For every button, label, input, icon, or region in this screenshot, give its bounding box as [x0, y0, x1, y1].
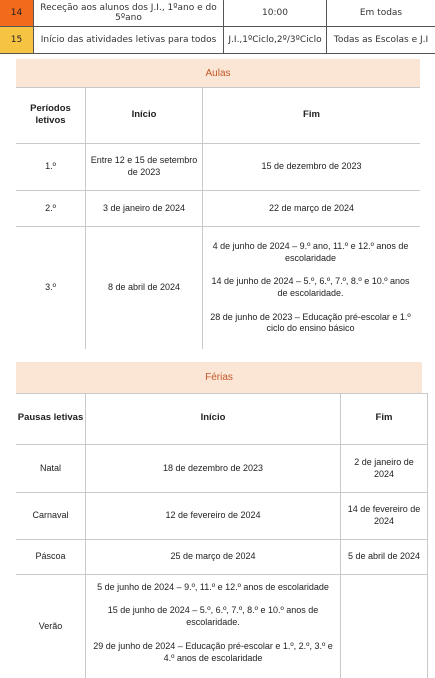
- header-fim: Fim: [375, 412, 393, 424]
- schedule-description: Receção aos alunos dos J.I., 1ºano e do 5ºano: [34, 0, 224, 27]
- end-cell: [341, 575, 427, 678]
- schedule-time: 10:00: [224, 0, 327, 27]
- header-periodos: Períodos letivos: [30, 102, 71, 126]
- end-line: 14 de junho de 2024 – 5.º, 6.º, 7.º, 8.º e 10.º anos de escolaridade.: [211, 276, 410, 298]
- end-line: 4 de junho de 2024 – 9.º ano, 11.º e 12.º anos de escolaridade: [212, 240, 409, 263]
- pause-cell: Verão: [38, 620, 63, 631]
- schedule-time: J.I.,1ºCiclo,2º/3ºCiclo: [224, 27, 327, 54]
- ferias-table: [16, 362, 428, 678]
- end-line: 28 de junho de 2023 – Educação pré-escolar e 1.º ciclo do ensino básico: [210, 311, 411, 334]
- end-cell: 14 de fevereiro de 2024: [347, 504, 421, 526]
- period-cell: 1.º: [45, 161, 56, 172]
- ferias-title: Férias: [16, 362, 422, 393]
- header-pausas: Pausas letivas: [17, 412, 84, 424]
- aulas-title: Aulas: [16, 59, 420, 87]
- period-cell: 3.º: [45, 282, 56, 293]
- start-cell: Entre 12 e 15 de setembro de 2023: [90, 155, 198, 177]
- schedule-day: 14: [0, 0, 34, 27]
- end-cell: [208, 227, 413, 349]
- schedule-where: Todas as Escolas e J.I: [327, 27, 435, 54]
- start-line: 15 de junho de 2024 – 5.º, 6.º, 7.º, 8.º e 10.º anos de escolaridade.: [107, 605, 319, 628]
- pause-cell: Natal: [39, 462, 61, 473]
- start-cell: [92, 568, 334, 678]
- period-cell: 2.º: [45, 202, 56, 213]
- end-cell: 15 de dezembro de 2023: [261, 161, 362, 172]
- end-cell: 22 de março de 2024: [268, 202, 355, 213]
- header-fim: Fim: [303, 108, 320, 120]
- start-cell: 25 de março de 2024: [170, 551, 256, 562]
- schedule-where: Em todas: [327, 0, 435, 27]
- start-cell: 12 de fevereiro de 2024: [165, 510, 261, 521]
- start-cell: 3 de janeiro de 2024: [102, 202, 186, 213]
- pause-cell: Carnaval: [32, 510, 69, 521]
- header-inicio: Início: [200, 412, 226, 424]
- start-line: 29 de junho de 2024 – Educação pré-escolar e 1.º, 2.º, 3.º e 4.º anos de escolaridade: [93, 640, 333, 663]
- schedule-day: 15: [0, 27, 34, 54]
- schedule-table: [0, 0, 435, 55]
- start-cell: 18 de dezembro de 2023: [162, 462, 264, 473]
- end-cell: 2 de janeiro de 2024: [354, 456, 414, 479]
- header-inicio: Início: [131, 108, 157, 120]
- end-cell: 5 de abril de 2024: [347, 551, 421, 562]
- aulas-table: [16, 59, 420, 349]
- start-cell: 8 de abril de 2024: [107, 282, 181, 293]
- schedule-description: Início das atividades letivas para todos: [34, 27, 224, 54]
- schedule-row: [0, 0, 435, 27]
- pause-cell: Páscoa: [35, 551, 66, 562]
- schedule-row: [0, 27, 435, 54]
- start-line: 5 de junho de 2024 – 9.º, 11.º e 12.º anos de escolaridade: [97, 581, 329, 592]
